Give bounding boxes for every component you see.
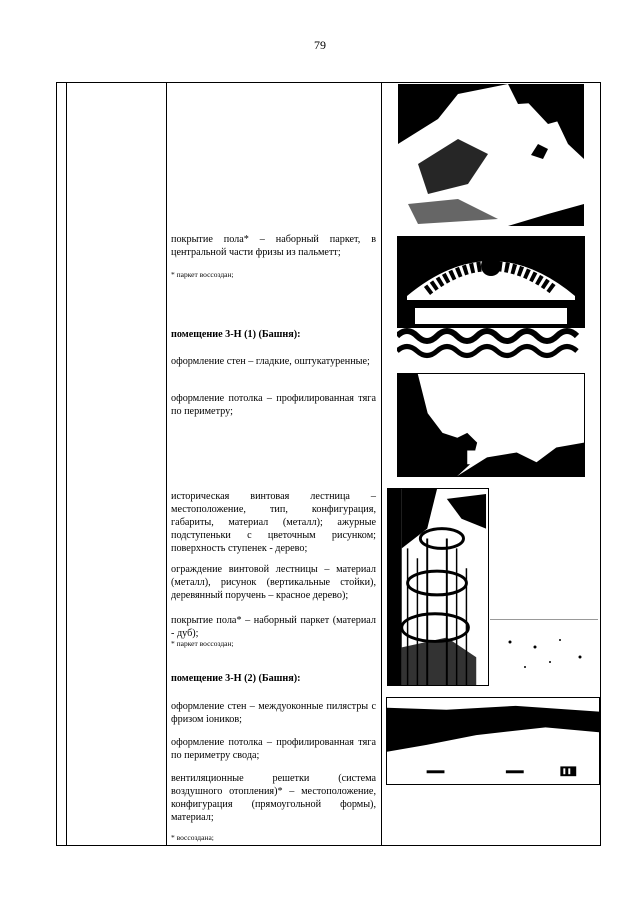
photo-ceiling-molding: [397, 373, 585, 477]
railing-text: ограждение винтовой лестницы – материал (металл), рисунок (вертикальные стойки), деревянный поручень – красное дерево);: [171, 564, 376, 601]
ceiling-text: оформление потолка – профилированная тяга по периметру;: [171, 393, 376, 417]
room-heading: помещение 3-Н (1) (Башня):: [171, 329, 301, 340]
column-divider: [166, 83, 167, 845]
column-divider: [66, 83, 67, 845]
photo-edge: [490, 619, 598, 620]
photo-vaulted-ceiling: [386, 697, 600, 785]
vents-text: вентиляционные решетки (система воздушного отопления)* – местоположение, конфигурация (прямоугольной формы), материал;: [171, 773, 376, 823]
page-number: 79: [314, 38, 326, 52]
walls-text: оформление стен – гладкие, оштукатуренные;: [171, 356, 370, 367]
photo-ornate-arch: [397, 236, 585, 364]
walls-text: оформление стен – междуоконные пилястры с фризом ioников;: [171, 701, 376, 725]
photo-stair-base: [490, 622, 598, 682]
staircase-text: историческая винтовая лестница – местоположение, тип, конфигурация, габариты, материал (металл); ажурные подступеньки с цветочным рисунком; поверхность ступенек - дерево;: [171, 491, 376, 554]
photo-spiral-staircase: [387, 488, 489, 686]
ceiling-text: оформление потолка – профилированная тяга по периметру свода;: [171, 737, 376, 761]
room-heading: помещение 3-Н (2) (Башня):: [171, 673, 301, 684]
column-divider: [381, 83, 382, 845]
footnote: * воссоздана;: [171, 833, 214, 842]
photo-ceiling-corner: [398, 84, 584, 226]
footnote: * паркет воссоздан;: [171, 639, 234, 648]
floor-covering-text: покрытие пола* – наборный паркет, в центральной части фризы из пальметт;: [171, 234, 376, 258]
footnote: * паркет воссоздан;: [171, 270, 234, 279]
floor-covering-text: покрытие пола* – наборный паркет (материал - дуб);: [171, 615, 376, 639]
